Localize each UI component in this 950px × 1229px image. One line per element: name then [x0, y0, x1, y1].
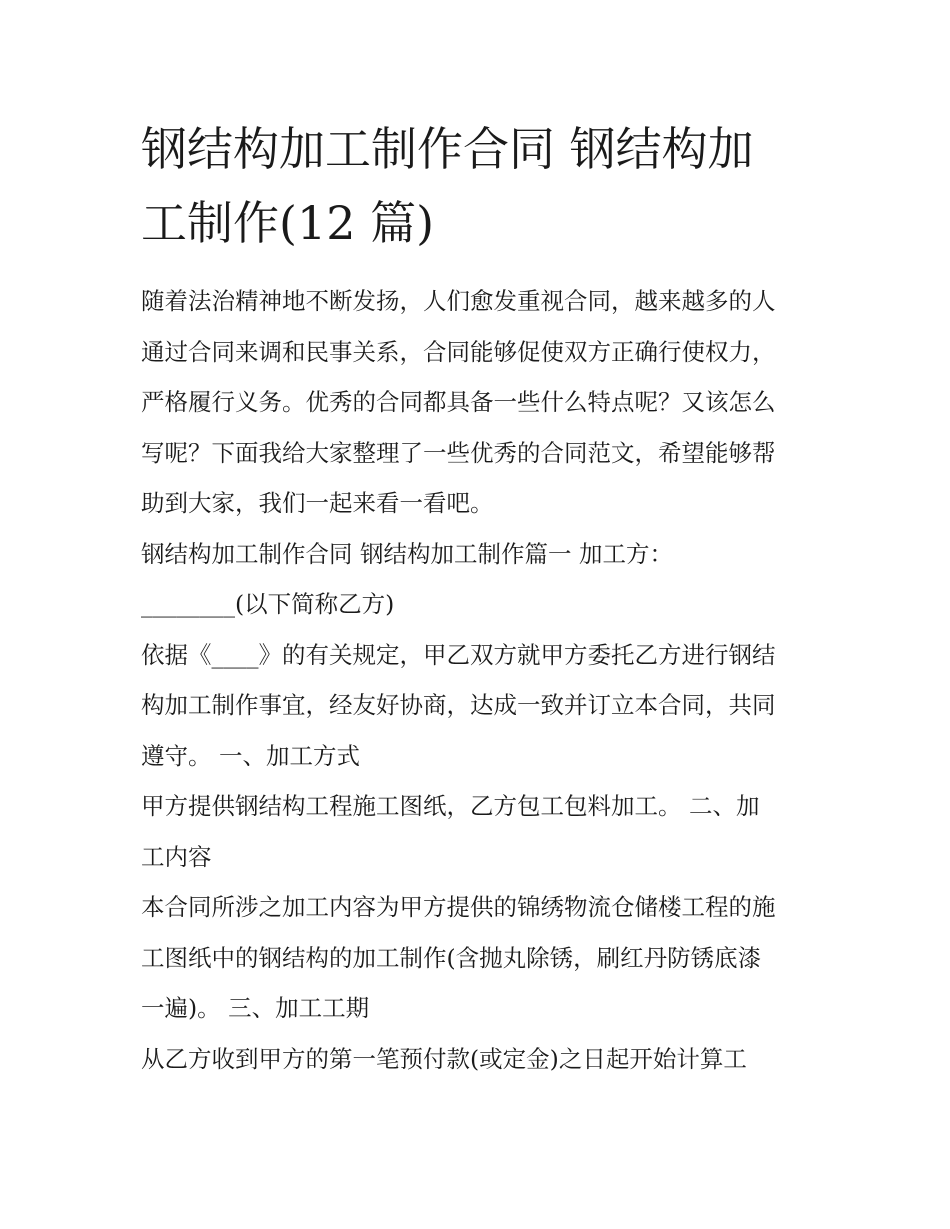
intro-paragraph: 随着法治精神地不断发扬，人们愈发重视合同，越来越多的人 通过合同来调和民事关系，合同能够促使双方正确行使权力， 严格履行义务。优秀的合同都具备一些什么特点呢？又该怎么 写呢？下面我给大家整理了一些优秀的合同范文，希望能够帮 助到大家，我们一起来看一看吧。 — [141, 287, 776, 517]
processing-method-paragraph: 甲方提供钢结构工程施工图纸，乙方包工包料加工。 二、加 工内容 — [141, 792, 760, 871]
processing-content-paragraph: 本合同所涉之加工内容为甲方提供的锦绣物流仓储楼工程的施 工图纸中的钢结构的加工制作(含抛丸除锈，刷红丹防锈底漆 一遍)。 三、加工工期 — [141, 893, 776, 1022]
title-line-1: 钢结构加工制作合同 钢结构加 — [141, 122, 754, 176]
party-b-paragraph: ________(以下简称乙方) — [141, 590, 395, 618]
document-title — [141, 112, 821, 260]
document-page — [141, 112, 821, 1084]
title-line-2: 工制作(12 篇) — [141, 196, 435, 250]
processing-period-paragraph: 从乙方收到甲方的第一笔预付款(或定金)之日起开始计算工 — [141, 1044, 747, 1073]
contract-heading-paragraph: 钢结构加工制作合同 钢结构加工制作篇一 加工方： — [141, 539, 673, 568]
document-body — [141, 276, 821, 1084]
basis-paragraph: 依据《____》的有关规定，甲乙双方就甲方委托乙方进行钢结 构加工制作事宜，经友好协商，达成一致并订立本合同，共同 遵守。 一、加工方式 — [141, 640, 776, 770]
